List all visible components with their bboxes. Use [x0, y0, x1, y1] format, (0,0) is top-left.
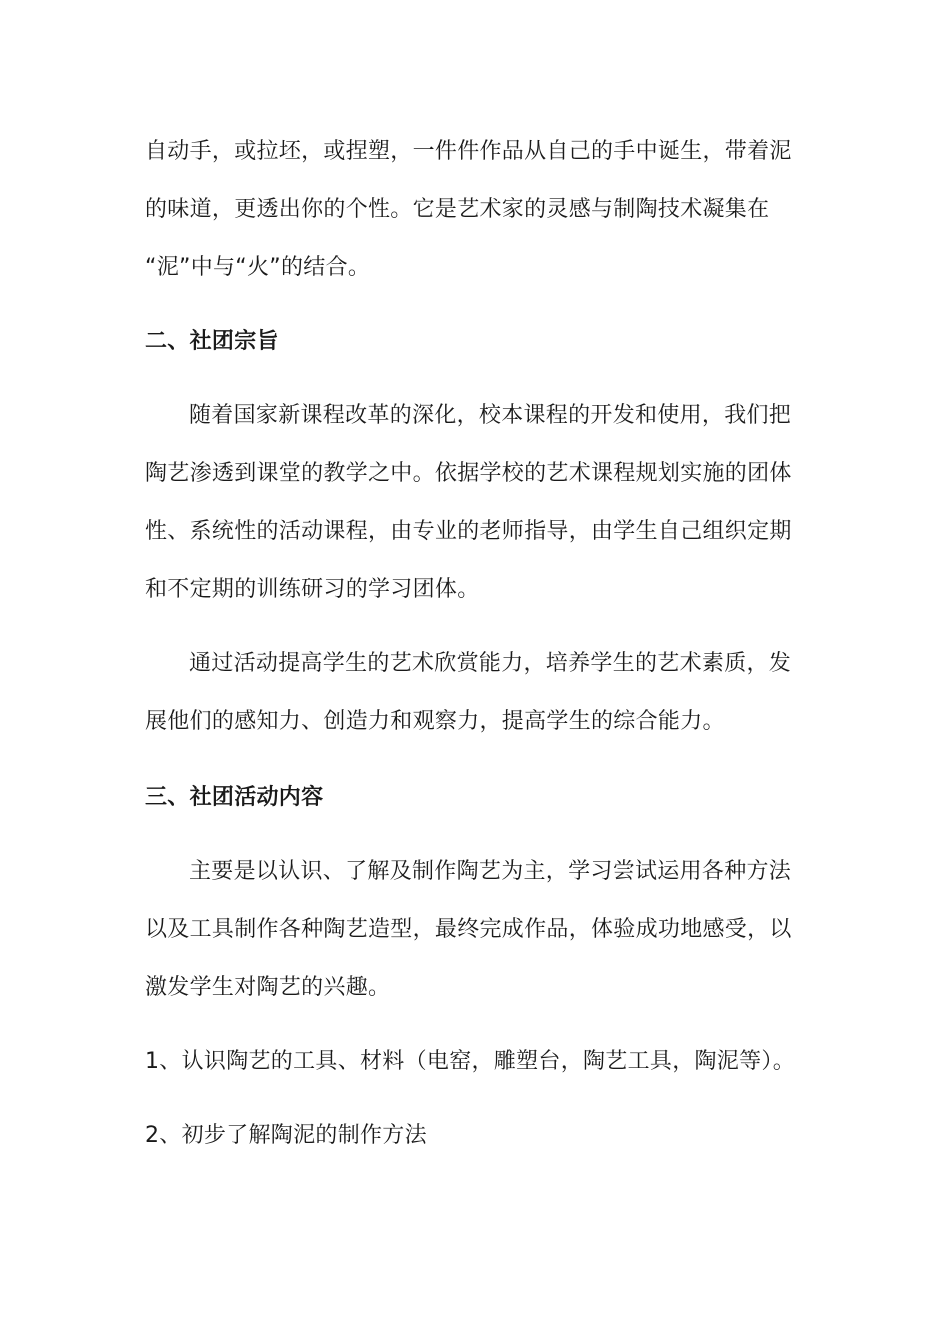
paragraph-line: 随着国家新课程改革的深化，校本课程的开发和使用，我们把	[189, 403, 792, 428]
intro-line: “泥”中与“火”的结合。	[145, 255, 371, 280]
intro-line: 自动手，或拉坯，或捏塑，一件件作品从自己的手中诞生，带着泥	[145, 139, 792, 164]
paragraph-line: 和不定期的训练研习的学习团体。	[145, 577, 480, 602]
paragraph-line: 性、系统性的活动课程，由专业的老师指导，由学生自己组织定期	[145, 519, 792, 544]
section-heading: 三、社团活动内容	[145, 785, 324, 810]
paragraph-line: 以及工具制作各种陶艺造型，最终完成作品，体验成功地感受，以	[145, 917, 792, 942]
paragraph-line: 通过活动提高学生的艺术欣赏能力，培养学生的艺术素质，发	[189, 651, 792, 676]
paragraph-line: 激发学生对陶艺的兴趣。	[145, 975, 391, 1000]
intro-line: 的味道，更透出你的个性。它是艺术家的灵感与制陶技术凝集在	[145, 197, 770, 222]
list-item: 1、认识陶艺的工具、材料（电窑，雕塑台，陶艺工具，陶泥等）。	[145, 1049, 795, 1074]
section-heading: 二、社团宗旨	[145, 329, 279, 354]
paragraph-line: 展他们的感知力、创造力和观察力，提高学生的综合能力。	[145, 709, 725, 734]
paragraph-line: 主要是以认识、了解及制作陶艺为主，学习尝试运用各种方法	[189, 859, 792, 884]
list-item: 2、初步了解陶泥的制作方法	[145, 1123, 427, 1148]
paragraph-line: 陶艺渗透到课堂的教学之中。依据学校的艺术课程规划实施的团体	[145, 461, 792, 486]
